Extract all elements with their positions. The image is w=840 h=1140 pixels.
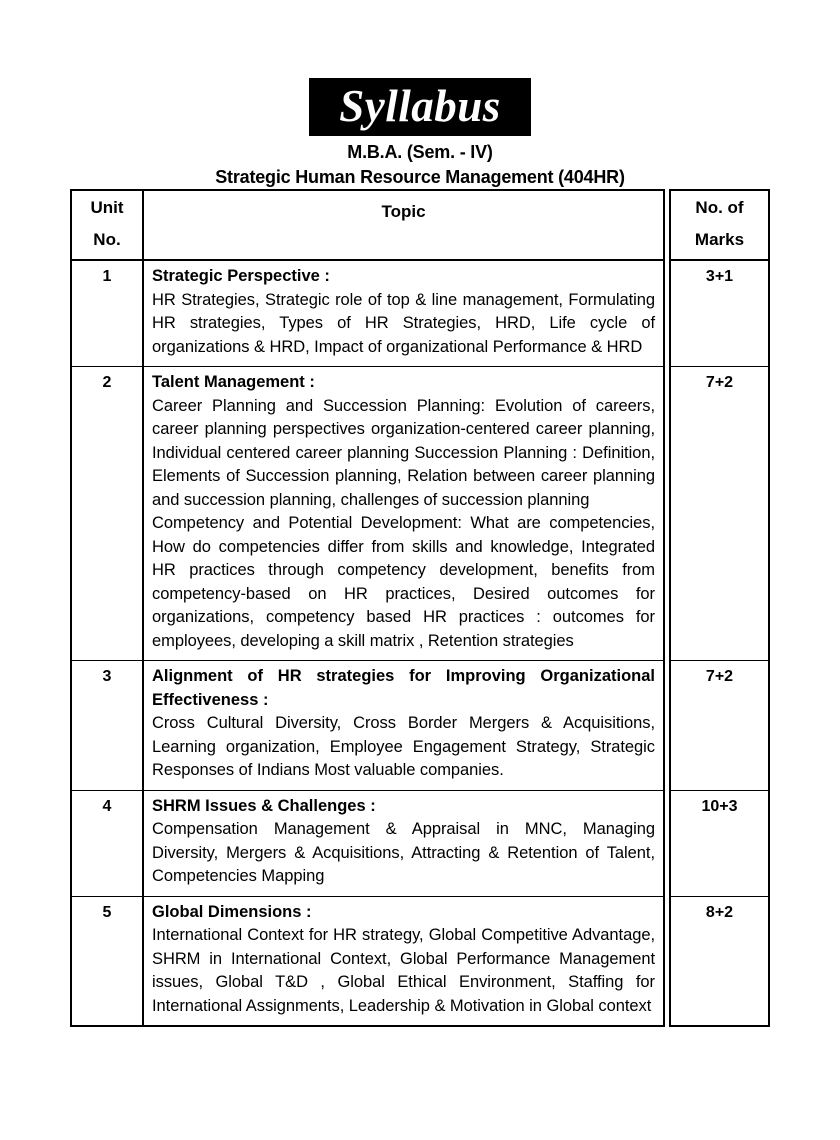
cell-topic-content — [143, 791, 665, 897]
cell-topic-content — [143, 261, 665, 367]
cell-unit-number — [70, 661, 143, 791]
header-cell-topic — [143, 189, 665, 261]
syllabus-title-badge: Syllabus — [309, 78, 531, 136]
topic-heading: SHRM Issues & Challenges : — [152, 796, 376, 815]
unit-number-value: 3 — [102, 668, 112, 685]
topic-paragraph: Competency and Potential Development: What are competencies, How do competencies differ from skills and knowledge, Integrated HR practices through competency development, benefits from competency-based on HR practices, Desired outcomes for organizations, competency based HR practices : outcomes for employees, developing a skill matrix , Retention strategies — [152, 514, 655, 650]
cell-marks-value — [669, 661, 770, 791]
topic-paragraph: Career Planning and Succession Planning: Evolution of careers, career planning perspectives organization-centered career planning, Individual centered career planning Succession Planning : Definition, Elements of Succession planning, Relation between career planning and succession planning, challenges of succession planning — [152, 396, 655, 509]
unit-number-value: 2 — [102, 374, 112, 391]
header-unit-line2: No. — [93, 230, 121, 249]
marks-value: 8+2 — [705, 903, 734, 921]
table-row — [70, 261, 770, 367]
cell-topic-content — [143, 897, 665, 1028]
cell-unit-number — [70, 791, 143, 897]
cell-unit-number — [70, 897, 143, 1028]
syllabus-table-container — [70, 189, 770, 1027]
course-title-line: Strategic Human Resource Management (404HR) — [215, 167, 625, 187]
topic-paragraph: HR Strategies, Strategic role of top & line management, Formulating HR strategies, Types of HR Strategies, HRD, Life cycle of organizations & HRD, Impact of organizational Performance & HRD — [152, 290, 655, 356]
header-marks-line1: No. of — [695, 198, 744, 217]
marks-value: 10+3 — [701, 797, 738, 815]
header-topic-label: Topic — [381, 202, 426, 221]
header-cell-unit — [70, 189, 143, 261]
cell-marks-value — [669, 791, 770, 897]
unit-number-value: 1 — [102, 268, 112, 285]
topic-paragraph: Compensation Management & Appraisal in MNC, Managing Diversity, Mergers & Acquisitions, Attracting & Retention of Talent, Competencies Mapping — [152, 820, 655, 885]
table-row — [70, 661, 770, 791]
topic-paragraph: Cross Cultural Diversity, Cross Border Mergers & Acquisitions, Learning organization, Employee Engagement Strategy, Strategic Responses of Indians Most valuable companies. — [152, 714, 655, 779]
cell-topic-content — [143, 661, 665, 791]
cell-marks-value — [669, 367, 770, 661]
table-row — [70, 791, 770, 897]
marks-value: 7+2 — [705, 374, 734, 391]
syllabus-table — [70, 189, 770, 1027]
topic-paragraph: International Context for HR strategy, Global Competitive Advantage, SHRM in International Context, Global Performance Management issues, Global T&D , Global Ethical Environment, Staffing for International Assignments, Leadership & Motivation in Global context — [152, 926, 655, 1015]
topic-heading: Alignment of HR strategies for Improving Organizational Effectiveness : — [152, 667, 655, 709]
table-row — [70, 367, 770, 661]
table-header-row — [70, 189, 770, 261]
header-unit-line1: Unit — [90, 198, 124, 217]
course-program-line: M.B.A. (Sem. - IV) — [347, 142, 493, 162]
header-marks-line2: Marks — [694, 230, 745, 249]
title-block — [0, 78, 840, 136]
marks-value: 3+1 — [705, 268, 734, 285]
table-row — [70, 897, 770, 1028]
marks-value: 7+2 — [705, 668, 734, 685]
topic-heading: Talent Management : — [152, 373, 315, 391]
cell-unit-number — [70, 367, 143, 661]
cell-topic-content — [143, 367, 665, 661]
unit-number-value: 5 — [102, 903, 112, 921]
cell-unit-number — [70, 261, 143, 367]
cell-marks-value — [669, 897, 770, 1028]
topic-heading: Strategic Perspective : — [152, 267, 330, 285]
unit-number-value: 4 — [102, 797, 112, 815]
topic-heading: Global Dimensions : — [152, 902, 312, 921]
cell-marks-value — [669, 261, 770, 367]
header-cell-marks — [669, 189, 770, 261]
